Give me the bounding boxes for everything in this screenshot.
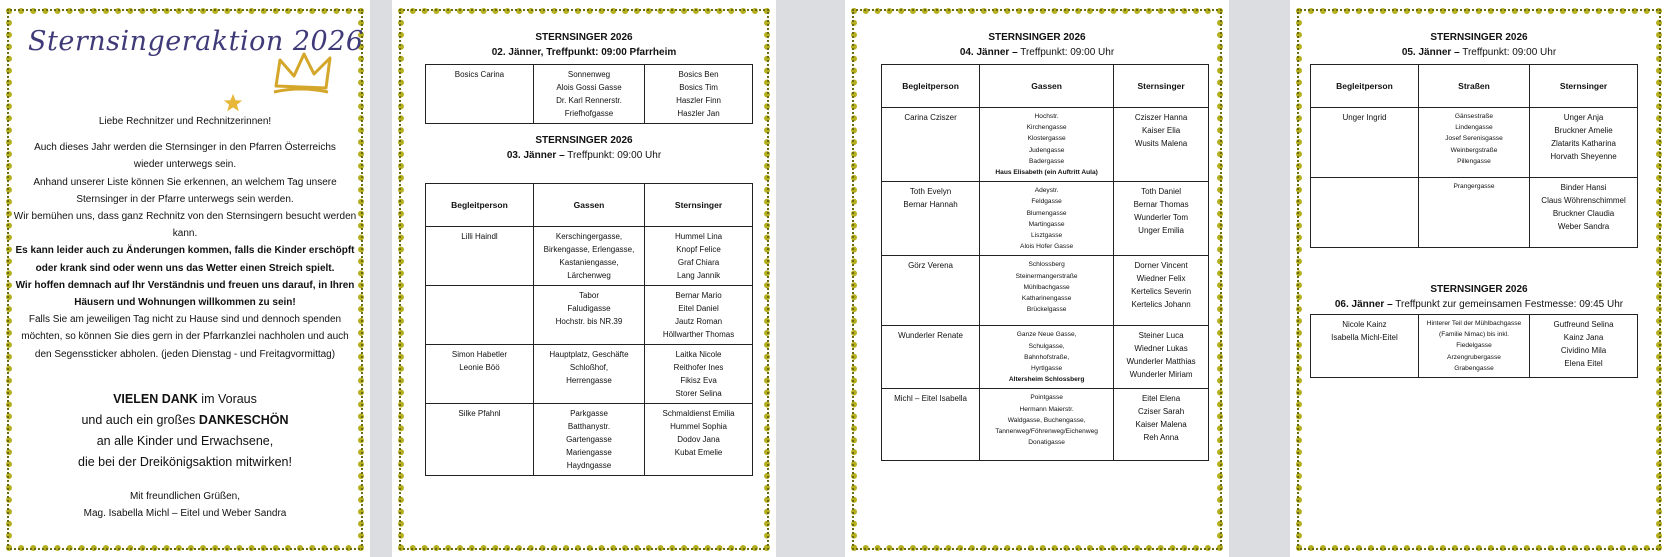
singers-cell (1530, 315, 1638, 378)
letter-line: Es kann leider auch zu Änderungen kommen, falls die Kinder erschöpft (15, 245, 355, 257)
singers-cell (645, 227, 753, 286)
signature-line: Mit freundlichen Grüßen, (129, 491, 241, 502)
singers-cell (645, 404, 753, 476)
street-name: Batthanystr. (567, 422, 611, 431)
singer-name: Lang Jannik (676, 271, 721, 280)
street-name: Fiedelgasse (1456, 342, 1492, 350)
escort-cell (426, 286, 534, 345)
street-name: Kastaniengasse, (559, 258, 619, 267)
column-header: Begleitperson (1311, 65, 1419, 108)
singer-name: Horvath Sheyenne (1550, 152, 1617, 161)
section-title: STERNSINGER 2026 (535, 135, 633, 146)
street-name: Gartengasse (566, 435, 612, 444)
singer-name: Hummel Sophia (670, 422, 727, 431)
street-name: Hyrtlgasse (1031, 365, 1063, 373)
escort-cell (882, 108, 980, 182)
section-subtitle: 06. Jänner – Treffpunkt zur gemeinsamen Festmesse: 09:45 Uhr (1334, 299, 1624, 310)
singer-name: Jautz Roman (674, 317, 723, 326)
street-name: Josef Serenisgasse (1445, 135, 1503, 143)
escort-name: Toth Evelyn (909, 187, 952, 197)
street-name: Kerschingergasse, (555, 232, 623, 241)
singer-name: Bosics Tim (679, 83, 718, 92)
letter-line: Sternsinger in der Pfarre unterwegs sein werden. (76, 193, 294, 205)
singer-name: Kertelics Severin (1131, 287, 1192, 297)
streets-cell (533, 404, 644, 476)
street-name: Adeystr. (1034, 187, 1059, 195)
escort-name: Leonie Böö (459, 363, 500, 372)
singer-name: Haszler Jan (677, 109, 720, 118)
singer-name: Graf Chiara (677, 258, 720, 267)
singer-name: Unger Anja (1563, 113, 1604, 122)
thanks-text: die bei der Dreikönigsaktion mitwirken! (78, 455, 292, 469)
singers-cell (645, 286, 753, 345)
table-header-row (1311, 65, 1638, 108)
escort-cell (426, 345, 534, 404)
escort-name: Bosics Carina (454, 70, 505, 79)
street-name: Kirchengasse (1026, 124, 1067, 132)
schedule-table-jan03 (425, 183, 753, 476)
letter-line: möchten, so können Sie dies gern in der Pfarrkanzlei nachholen und auch (21, 331, 349, 343)
escort-name: Bernar Hannah (903, 200, 958, 210)
section-title: STERNSINGER 2026 (535, 32, 633, 43)
thanks-line (0, 452, 370, 473)
singer-name: Kertelics Johann (1131, 300, 1191, 310)
singer-name: Unger Emilia (1138, 226, 1184, 236)
street-name: Steinermangerstraße (1015, 272, 1078, 280)
street-name: Haydngasse (566, 461, 612, 470)
singer-name: Hummel Lina (674, 232, 723, 241)
escort-cell (1311, 178, 1419, 248)
escort-name: Lilli Haindl (461, 232, 498, 241)
table-row (882, 108, 1209, 182)
letter-line: Auch dieses Jahr werden die Sternsinger in den Pfarren Österreichs (34, 142, 336, 154)
escort-cell (882, 326, 980, 389)
street-name: Klostergasse (1027, 135, 1066, 143)
signature-line: Mag. Isabella Michl – Eitel und Weber Sandra (83, 508, 287, 519)
street-name: Prangergasse (1453, 183, 1495, 190)
singers-cell (1114, 182, 1209, 256)
singer-name: Reithofer Ines (673, 363, 724, 372)
escort-cell (882, 256, 980, 326)
section-subtitle: 04. Jänner – Treffpunkt: 09:00 Uhr (959, 47, 1115, 58)
letter-line: Anhand unserer Liste können Sie erkennen, an welchem Tag unsere (33, 176, 337, 188)
table-header-row (426, 184, 753, 227)
streets-cell (980, 389, 1114, 461)
singer-name: Fikisz Eva (680, 376, 717, 385)
street-name: Ganze Neue Gasse, (1016, 331, 1077, 339)
singer-name: Zlatarits Katharina (1551, 139, 1616, 148)
singer-name: Steiner Luca (1138, 331, 1184, 341)
singer-name: Eitel Elena (1141, 394, 1181, 404)
street-name: Blumengasse (1026, 209, 1067, 217)
singer-name: Cziszer Hanna (1134, 113, 1188, 122)
thanks-text: und auch ein großes (81, 413, 199, 427)
escort-name: Silke Pfahnl (458, 409, 501, 418)
letter-line: oder krank sind oder wenn uns das Wetter einen Streich spielt. (35, 262, 335, 274)
letter-body (0, 113, 370, 363)
street-name: Badergasse (1029, 157, 1065, 165)
singer-name: Wunderler Matthias (1126, 357, 1196, 367)
singer-name: Laitka Nicole (675, 350, 722, 359)
singer-name: Wiedner Felix (1136, 274, 1186, 284)
street-name: Hinterer Teil der Mühlbachgasse (1426, 320, 1522, 327)
singer-name: Claus Wöhrenschimmel (1541, 196, 1626, 205)
escort-cell (426, 65, 534, 124)
street-name: Judengasse (1028, 146, 1065, 154)
schedule-table-jan04 (881, 64, 1209, 461)
escort-cell (1311, 108, 1419, 178)
singer-name: Elena Eitel (1564, 359, 1603, 368)
schedule-table-jan06 (1310, 314, 1638, 378)
singer-name: Eitel Daniel (678, 304, 719, 313)
table-row (882, 256, 1209, 326)
singer-name: Kubat Emelie (674, 448, 723, 457)
column-header: Sternsinger (1114, 65, 1209, 108)
table-row (882, 389, 1209, 461)
thanks-emphasis: VIELEN DANK (113, 392, 198, 406)
escort-cell (1311, 315, 1419, 378)
column-header: Gassen (533, 184, 644, 227)
escort-cell (882, 182, 980, 256)
thanks-block (0, 389, 370, 473)
streets-cell (980, 326, 1114, 389)
street-name: Birkengasse, Erlengasse, (543, 245, 635, 254)
table-row (426, 65, 753, 124)
table-row (882, 182, 1209, 256)
thanks-text: im Voraus (197, 392, 257, 406)
thanks-line (0, 389, 370, 410)
streets-cell (533, 286, 644, 345)
street-name: Lärchenweg (567, 271, 611, 280)
street-name: Martingasse (1028, 220, 1065, 228)
street-name: Gänsestraße (1454, 113, 1494, 120)
singer-name: Bernar Mario (675, 291, 722, 300)
thanks-text: an alle Kinder und Erwachsene, (96, 434, 274, 448)
column-header: Begleitperson (426, 184, 534, 227)
section-subtitle: 05. Jänner – Treffpunkt: 09:00 Uhr (1401, 47, 1557, 58)
table-row (426, 227, 753, 286)
street-name: Weinbergstraße (1450, 146, 1498, 154)
table-row (426, 404, 753, 476)
column-header: Sternsinger (1530, 65, 1638, 108)
column-header: Begleitperson (882, 65, 980, 108)
section-title: STERNSINGER 2026 (988, 32, 1086, 43)
escort-name: Simon Habetler (451, 350, 508, 359)
street-name: Bahnhofstraße, (1024, 353, 1070, 361)
thanks-line (0, 431, 370, 452)
letter-line: Wir bemühen uns, dass ganz Rechnitz von den Sternsingern besucht werden (13, 211, 357, 223)
letter-line: Wir hoffen demnach auf Ihr Verständnis und freuen uns darauf, in Ihren (15, 279, 355, 291)
escort-name: Görz Verena (908, 261, 953, 271)
escort-name: Wunderler Renate (898, 331, 963, 341)
page-title: Sternsingeraktion 2026 (28, 26, 364, 57)
page-1-letter (0, 0, 370, 557)
streets-cell (1418, 108, 1529, 178)
singer-name: Haszler Finn (676, 96, 721, 105)
streets-cell (980, 182, 1114, 256)
streets-cell (980, 108, 1114, 182)
thanks-line (0, 410, 370, 431)
schedule-table-jan05 (1310, 64, 1638, 248)
singers-cell (645, 345, 753, 404)
singer-name: Wiedner Lukas (1134, 344, 1188, 354)
singer-name: Höllwarther Thomas (662, 330, 735, 339)
letter-line: Falls Sie am jeweiligen Tag nicht zu Hause sind und dennoch spenden (28, 314, 342, 326)
letter-line: Häusern und Wohnungen willkommen zu sein! (74, 297, 296, 309)
escort-name: Isabella Michl-Eitel (1331, 333, 1398, 342)
street-name: Schulgasse, (1028, 342, 1065, 350)
column-header: Straßen (1418, 65, 1529, 108)
street-name: Hochstr. (1034, 113, 1059, 120)
singer-name: Kaiser Elia (1141, 126, 1181, 135)
street-name: Feldgasse (1031, 198, 1062, 206)
singer-name: Wunderler Tom (1134, 213, 1189, 223)
escort-cell (426, 227, 534, 286)
street-name: Dr. Karl Rennerstr. (556, 96, 622, 105)
street-name: Sonnenweg (567, 70, 611, 79)
table-row (1311, 178, 1638, 248)
table-header-row (882, 65, 1209, 108)
street-name: Parkgasse (570, 409, 608, 418)
street-name: Lindengasse (1455, 124, 1493, 132)
street-name: Grabengasse (1454, 364, 1494, 372)
escort-name: Michl – Eitel Isabella (894, 394, 967, 404)
escort-cell (426, 404, 534, 476)
escort-name: Unger Ingrid (1342, 113, 1387, 122)
singer-name: Bruckner Amelie (1554, 126, 1613, 135)
singers-cell (645, 65, 753, 124)
street-name: Mühlbachgasse (1023, 283, 1070, 291)
street-name: Herrengasse (566, 376, 612, 385)
letter-line: Liebe Rechnitzer und Rechnitzerinnen! (98, 116, 272, 127)
street-name: Tabor (578, 291, 599, 300)
thanks-emphasis: DANKESCHÖN (198, 413, 289, 427)
singer-name: Wunderler Miriam (1129, 370, 1193, 380)
table-row (426, 345, 753, 404)
singers-cell (1114, 256, 1209, 326)
section-title: STERNSINGER 2026 (1430, 32, 1528, 43)
singer-name: Cividino Mila (1560, 346, 1607, 355)
singer-name: Bruckner Claudia (1552, 209, 1615, 218)
streets-cell (1418, 178, 1529, 248)
letter-line: den Segenssticker abholen. (jeden Dienstag - und Freitagvormittag) (34, 348, 336, 360)
singers-cell (1530, 108, 1638, 178)
singer-name: Wusits Malena (1134, 139, 1188, 148)
singer-name: Weber Sandra (1557, 222, 1610, 231)
streets-cell (1418, 315, 1529, 378)
singer-name: Dorner Vincent (1134, 261, 1188, 271)
singer-name: Bosics Ben (678, 70, 719, 79)
section-title: STERNSINGER 2026 (1430, 284, 1528, 295)
singer-name: Knopf Felice (676, 245, 721, 254)
street-name: Pointgasse (1030, 394, 1063, 402)
street-name: Hermann Maierstr. (1019, 405, 1074, 413)
page-4-schedule (1290, 0, 1668, 557)
page-2-schedule (392, 0, 776, 557)
singer-name: Reh Anna (1143, 433, 1179, 443)
singer-name: Schmaldienst Emilia (662, 409, 735, 418)
street-name: Katharinengasse (1021, 295, 1072, 303)
street-name: Tannenweg/Föhrenweg/Eichenweg (995, 428, 1098, 436)
street-name: Alois Hofer Gasse (1020, 243, 1074, 251)
signature-block (0, 488, 370, 522)
singer-name: Dodov Jana (677, 435, 720, 444)
street-name: Mariengasse (566, 448, 612, 457)
singer-name: Toth Daniel (1141, 187, 1182, 197)
column-header: Sternsinger (645, 184, 753, 227)
schedule-table-jan02 (425, 64, 753, 124)
singer-name: Cziser Sarah (1137, 407, 1185, 417)
table-row (1311, 315, 1638, 378)
table-row (882, 326, 1209, 389)
street-name: Lisztgasse (1031, 232, 1063, 240)
streets-cell (980, 256, 1114, 326)
singer-name: Storer Selina (675, 389, 722, 398)
letter-line: wieder unterwegs sein. (133, 159, 237, 171)
street-name: Pillengasse (1457, 157, 1491, 165)
escort-name: Carina Cziszer (904, 113, 957, 122)
street-name: Arzengrubergasse (1447, 353, 1501, 361)
letter-line: kann. (172, 228, 198, 240)
street-name: Schloßhof, (569, 363, 609, 372)
escort-name: Nicole Kainz (1342, 320, 1387, 329)
street-name: Hauptplatz, Geschäfte (549, 350, 629, 359)
singers-cell (1530, 178, 1638, 248)
street-name: Friefhofgasse (564, 109, 614, 118)
singer-name: Bernar Thomas (1133, 200, 1189, 210)
crown-icon (270, 48, 340, 108)
street-name: Hochstr. bis NR.39 (555, 317, 623, 326)
singers-cell (1114, 326, 1209, 389)
escort-cell (882, 389, 980, 461)
singers-cell (1114, 389, 1209, 461)
singers-cell (1114, 108, 1209, 182)
spacer (0, 130, 370, 139)
singer-name: Kaiser Malena (1135, 420, 1187, 430)
star-icon (222, 92, 244, 114)
table-row (1311, 108, 1638, 178)
street-note: Altersheim Schlossberg (1008, 376, 1085, 384)
street-name: Alois Gossi Gasse (556, 83, 622, 92)
table-row (426, 286, 753, 345)
street-name: Faludigasse (567, 304, 611, 313)
singer-name: Kainz Jana (1563, 333, 1604, 342)
singer-name: Gutfreund Selina (1553, 320, 1614, 329)
street-name: (Familie Nimac) bis inkl. (1439, 331, 1509, 339)
streets-cell (533, 345, 644, 404)
street-note: Haus Elisabeth (ein Auftritt Aula) (995, 169, 1098, 177)
streets-cell (533, 227, 644, 286)
street-name: Waldgasse, Buchengasse, (1007, 416, 1086, 424)
street-name: Donatigasse (1028, 439, 1065, 447)
street-name: Brückelgasse (1026, 306, 1067, 314)
page-3-schedule (845, 0, 1229, 557)
section-subtitle: 02. Jänner, Treffpunkt: 09:00 Pfarrheim (491, 47, 677, 58)
section-subtitle: 03. Jänner – Treffpunkt: 09:00 Uhr (506, 150, 662, 161)
street-name: Schlossberg (1028, 261, 1065, 269)
singer-name: Binder Hansi (1560, 183, 1607, 192)
column-header: Gassen (980, 65, 1114, 108)
streets-cell (533, 65, 644, 124)
